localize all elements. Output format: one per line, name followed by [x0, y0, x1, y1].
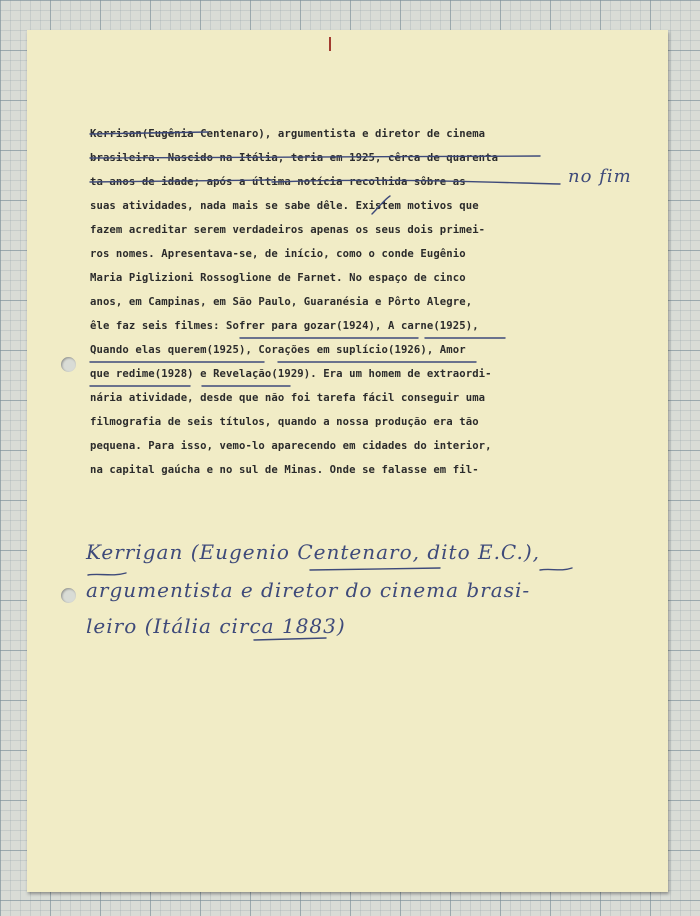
strike-line: [90, 180, 272, 182]
handwritten-line: Kerrigan (Eugenio Centenaro, dito E.C.),: [86, 540, 541, 564]
connector-line: [272, 180, 560, 184]
typed-line: ros nomes. Apresentava-se, de início, como o conde Eugênio: [90, 248, 466, 260]
hand-underline: [540, 568, 572, 570]
typed-line: êle faz seis filmes: Sofrer para gozar(1924), A carne(1925),: [90, 320, 479, 332]
handwritten-line: leiro (Itália circa 1883): [86, 614, 346, 638]
handwritten-line: argumentista e diretor do cinema brasi-: [86, 578, 531, 602]
margin-note: no fim: [568, 166, 632, 187]
typed-line: ta anos de idade; após a última notícia recolhida sôbre as: [90, 176, 466, 188]
typed-line: filmografia de seis títulos, quando a nossa produção era tão: [90, 416, 479, 428]
typed-line: Kerrisan(Eugênia Centenaro), argumentista e diretor de cinema: [90, 128, 486, 140]
hand-underline: [310, 568, 440, 570]
hand-underline: [254, 638, 326, 640]
typed-line: brasileira. Nascido na Itália, teria em 1925, cêrca de quarenta: [90, 152, 499, 164]
typed-line: suas atividades, nada mais se sabe dêle. Existem motivos que: [90, 200, 479, 212]
strike-line: [90, 156, 540, 158]
typed-line: Quando elas querem(1925), Corações em suplício(1926), Amor: [90, 344, 466, 356]
typed-line: nária atividade, desde que não foi tarefa fácil conseguir uma: [90, 392, 486, 404]
typed-line: na capital gaúcha e no sul de Minas. Onde se falasse em fil-: [90, 464, 479, 476]
typed-line: pequena. Para isso, vemo-lo aparecendo em cidades do interior,: [90, 440, 492, 452]
typed-line: que redime(1928) e Revelação(1929). Era um homem de extraordi-: [90, 368, 492, 380]
strike-line: [90, 132, 208, 134]
typed-line: Maria Piglizioni Rossoglione de Farnet. No espaço de cinco: [90, 272, 466, 284]
hand-underline: [88, 573, 126, 575]
typed-line: anos, em Campinas, em São Paulo, Guaranésia e Pôrto Alegre,: [90, 296, 473, 308]
bracket-mark: [372, 196, 390, 214]
typed-line: fazem acreditar serem verdadeiros apenas os seus dois primei-: [90, 224, 486, 236]
